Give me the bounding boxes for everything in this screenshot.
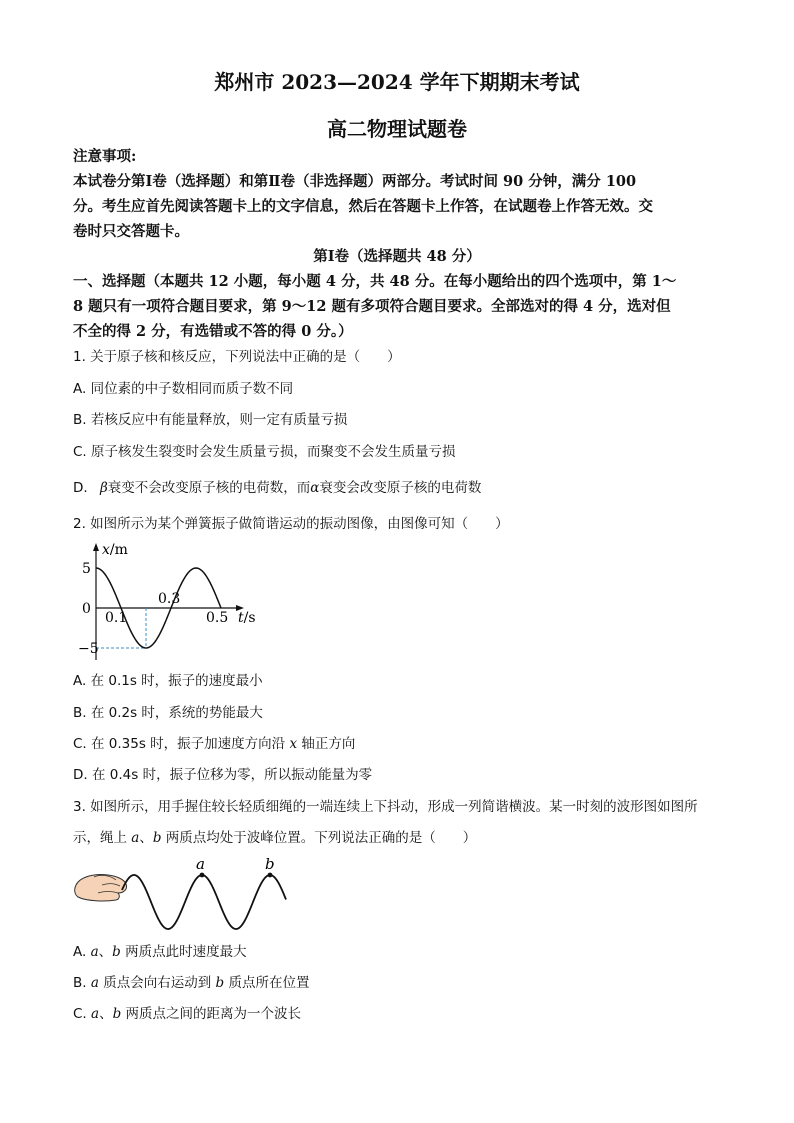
q3-option-c-rest: 两质点之间的距离为一个波长 [121, 1006, 302, 1022]
point-a [200, 873, 205, 878]
tick-0-1: 0.1 [105, 610, 128, 626]
tick-5: 5 [82, 561, 91, 577]
q2-option-d: D. 在 0.4s 时，振子位移为零，所以振动能量为零 [73, 767, 373, 783]
q3-stem-pre: 示，绳上 [73, 830, 132, 846]
hand-icon [75, 874, 127, 901]
label-b: b [265, 855, 275, 873]
q2-option-c-pre: C. 在 0.35s 时，振子加速度方向沿 [73, 736, 290, 752]
q3-option-b-prefix: B. [73, 975, 91, 991]
q3-stem-a: a [131, 830, 140, 846]
tick-0-5: 0.5 [206, 610, 229, 626]
y-axis-arrow [93, 543, 99, 551]
y-axis-label: x/m [102, 542, 128, 558]
section-heading: 第Ⅰ卷（选择题共 48 分） [313, 248, 481, 265]
q3-option-c [73, 1004, 301, 1024]
q1-option-d-prefix: D. [73, 480, 88, 496]
x-axis-label: t/s [238, 610, 256, 626]
q1-option-c: C. 原子核发生裂变时会发生质量亏损，而聚变不会发生质量亏损 [73, 444, 456, 460]
q3-stem-mid: 两质点均处于波峰位置。下列说法正确的是（ ） [161, 830, 477, 846]
rope-wave-figure [74, 855, 294, 935]
q3-option-b-mid: 质点会向右运动到 [98, 975, 216, 991]
alpha-symbol: α [310, 480, 320, 496]
notice-line-2: 分。考生应首先阅读答题卡上的文字信息，然后在答题卡上作答，在试题卷上作答无效。交 [73, 198, 653, 215]
q3-stem-b: b [152, 830, 162, 846]
notice-line-3: 卷时只交答题卡。 [73, 223, 189, 240]
q3-stem-sep: 、 [139, 830, 153, 846]
q3-option-a-b: b [112, 944, 121, 960]
q3-option-a-a: a [90, 944, 99, 960]
q3-option-a-rest: 两质点此时速度最大 [120, 944, 247, 960]
q3-option-c-prefix: C. [73, 1006, 92, 1022]
notice-heading: 注意事项: [73, 148, 137, 165]
tick-neg5: −5 [78, 641, 99, 657]
q3-option-b-end: 质点所在位置 [224, 975, 310, 991]
q3-option-c-sep: 、 [99, 1006, 113, 1022]
q2-option-c-var: x [289, 736, 298, 752]
q1-option-b: B. 若核反应中有能量释放，则一定有质量亏损 [73, 412, 348, 428]
q2-option-c [73, 734, 355, 754]
q1-stem: 1. 关于原子核和核反应，下列说法中正确的是（ ） [73, 349, 401, 365]
q3-option-b [73, 973, 309, 993]
rope-wave [122, 875, 286, 929]
q1-option-d-mid: 衰变不会改变原子核的电荷数，而 [107, 480, 311, 496]
q3-option-b-b: b [215, 975, 225, 991]
label-a: a [196, 855, 205, 873]
tick-0-3: 0.3 [158, 591, 181, 607]
q3-option-c-a: a [91, 1006, 100, 1022]
notice-line-1: 本试卷分第Ⅰ卷（选择题）和第Ⅱ卷（非选择题）两部分。考试时间 90 分钟，满分 100 [73, 173, 637, 190]
q2-stem: 2. 如图所示为某个弹簧振子做简谐运动的振动图像，由图像可知（ ） [73, 516, 509, 532]
exam-subtitle: 高二物理试题卷 [327, 117, 467, 141]
q1-option-a: A. 同位素的中子数相同而质子数不同 [73, 381, 294, 397]
q3-option-a-sep: 、 [98, 944, 113, 960]
instructions-line-1: 一、选择题（本题共 12 小题，每小题 4 分，共 48 分。在每小题给出的四个选项中，第 1～ [73, 273, 677, 290]
q3-option-b-a: a [90, 975, 99, 991]
point-b [268, 873, 273, 878]
vibration-graph [78, 540, 268, 665]
q1-option-d [73, 478, 481, 498]
instructions-line-3: 不全的得 2 分，有选错或不答的得 0 分。） [73, 323, 353, 340]
q2-option-c-post: 轴正方向 [297, 736, 356, 752]
q1-option-d-end: 衰变会改变原子核的电荷数 [319, 480, 482, 496]
q3-stem-line-1: 3. 如图所示，用手握住较长轻质细绳的一端连续上下抖动，形成一列简谐横波。某一时刻的波形图如图所 [73, 799, 698, 815]
tick-0: 0 [82, 601, 91, 617]
q2-option-a: A. 在 0.1s 时，振子的速度最小 [73, 673, 263, 689]
q3-option-a-prefix: A. [73, 944, 91, 960]
exam-title: 郑州市 2023—2024 学年下期期末考试 [214, 70, 580, 94]
instructions-line-2: 8 题只有一项符合题目要求，第 9～12 题有多项符合题目要求。全部选对的得 4 分，选对但 [73, 298, 671, 315]
q3-option-a [73, 942, 247, 962]
q2-option-b: B. 在 0.2s 时，系统的势能最大 [73, 705, 263, 721]
beta-symbol: β [99, 480, 108, 496]
q3-stem-line-2 [73, 828, 476, 848]
q3-option-c-b: b [112, 1006, 122, 1022]
